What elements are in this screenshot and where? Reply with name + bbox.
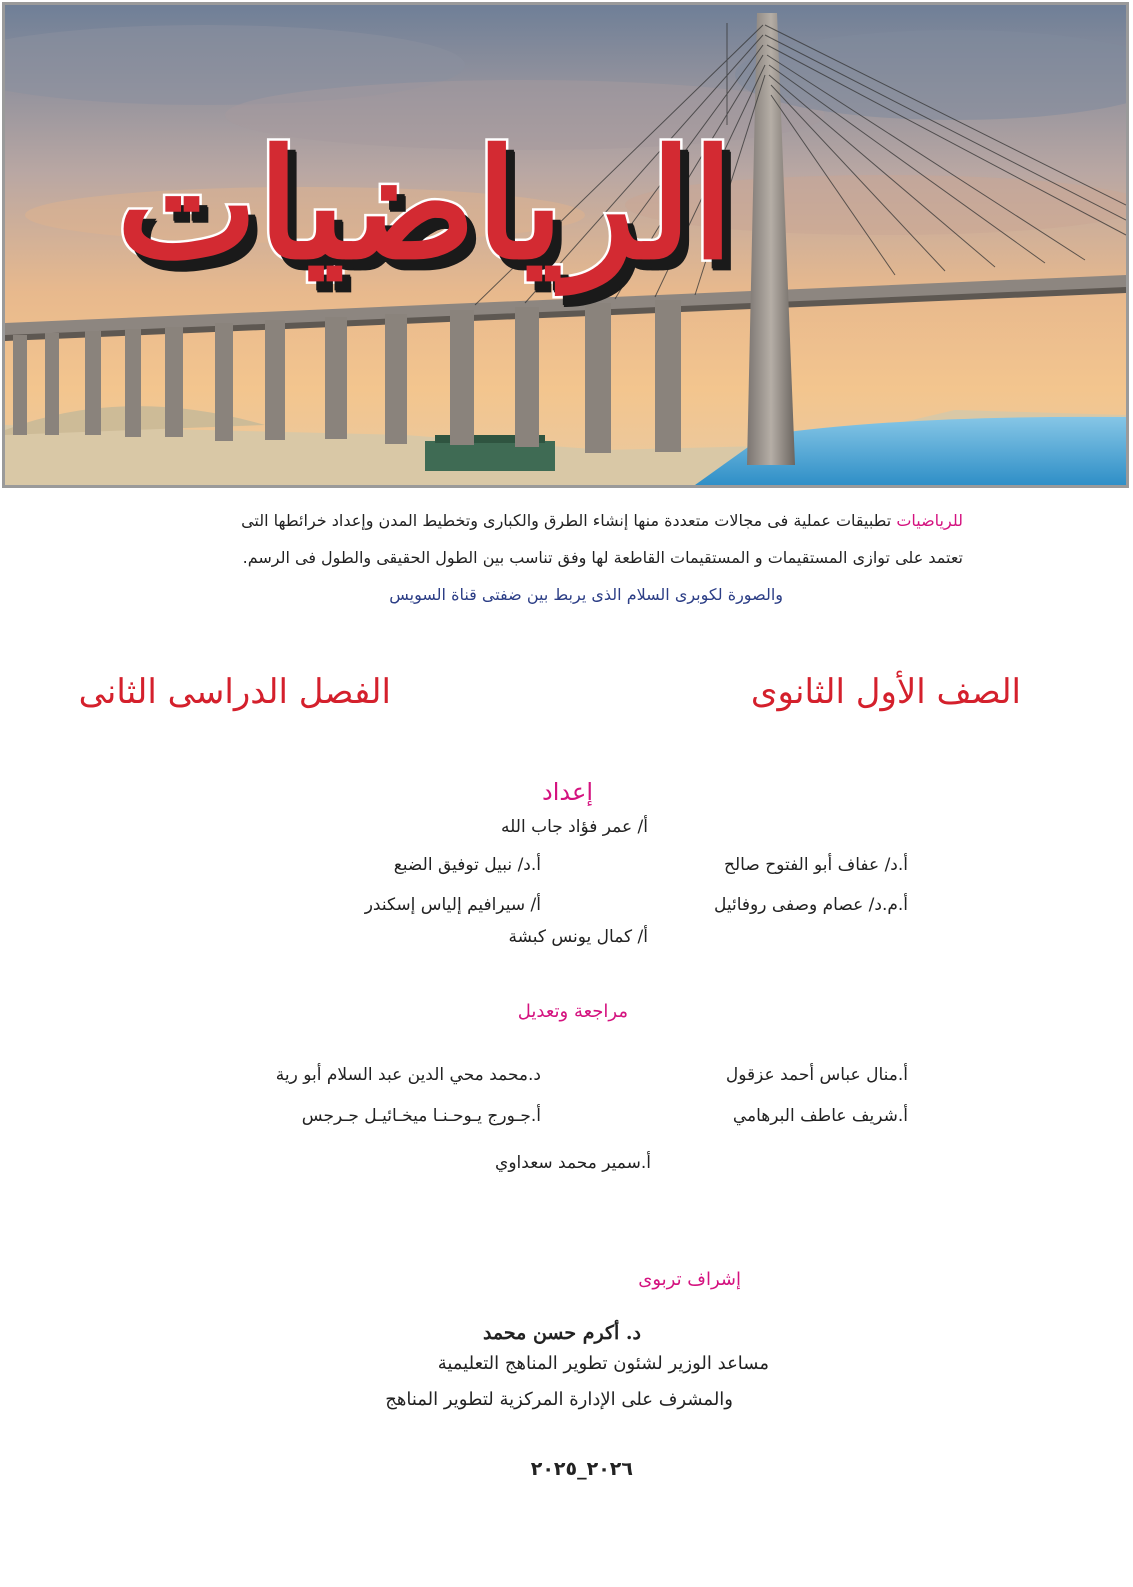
author-4: أ.م.د/ عصام وصفى روفائيل bbox=[713, 895, 908, 915]
reviewer-3: أ.شريف عاطف البرهامي bbox=[732, 1106, 908, 1126]
cover-image bbox=[2, 2, 1129, 488]
subject-title: الرياضيات bbox=[116, 117, 734, 293]
supervisor-role-2: والمشرف على الإدارة المركزية لتطوير المناهج bbox=[385, 1389, 733, 1410]
intro-line-1 bbox=[241, 510, 963, 532]
reviewer-1: أ.منال عباس أحمد عزقول bbox=[725, 1065, 908, 1085]
term-label: الفصل الدراسى الثانى bbox=[78, 672, 391, 712]
reviewer-4: أ.جـورج يـوحـنـا ميخـائيـل جـرجس bbox=[301, 1106, 541, 1126]
author-3: أ.د/ نبيل توفيق الضبع bbox=[393, 855, 541, 875]
academic-year: ٢٠٢٦_٢٠٢٥ bbox=[530, 1458, 633, 1480]
review-heading: مراجعة وتعديل bbox=[517, 1001, 628, 1022]
reviewer-5: أ.سمير محمد سعداوي bbox=[495, 1153, 651, 1173]
supervisor-role-1: مساعد الوزير لشئون تطوير المناهج التعليمية bbox=[437, 1353, 769, 1374]
author-5: أ/ سيرافيم إلياس إسكندر bbox=[364, 895, 541, 915]
authors-heading: إعداد bbox=[542, 778, 593, 806]
intro-caption: والصورة لكوبرى السلام الذى يربط بين ضفتى قناة السويس bbox=[389, 585, 783, 604]
author-1: أ/ عمر فؤاد جاب الله bbox=[501, 817, 648, 837]
author-6: أ/ كمال يونس كبشة bbox=[508, 927, 648, 947]
author-2: أ.د/ عفاف أبو الفتوح صالح bbox=[724, 855, 908, 875]
reviewer-2: د.محمد محي الدين عبد السلام أبو رية bbox=[275, 1065, 541, 1085]
grade-label: الصف الأول الثانوى bbox=[750, 672, 1021, 712]
supervisor-name: د. أكرم حسن محمد bbox=[482, 1322, 641, 1344]
intro-highlight: للرياضيات bbox=[896, 511, 963, 530]
intro-line-2: تعتمد على توازى المستقيمات و المستقيمات القاطعة لها وفق تناسب بين الطول الحقيقى والطول فى الرسم. bbox=[242, 548, 963, 567]
supervision-heading: إشراف تربوى bbox=[638, 1269, 741, 1290]
intro-line-1-text: تطبيقات عملية فى مجالات متعددة منها إنشاء الطرق والكبارى وتخطيط المدن وإعداد خرائطها التى bbox=[241, 511, 892, 530]
